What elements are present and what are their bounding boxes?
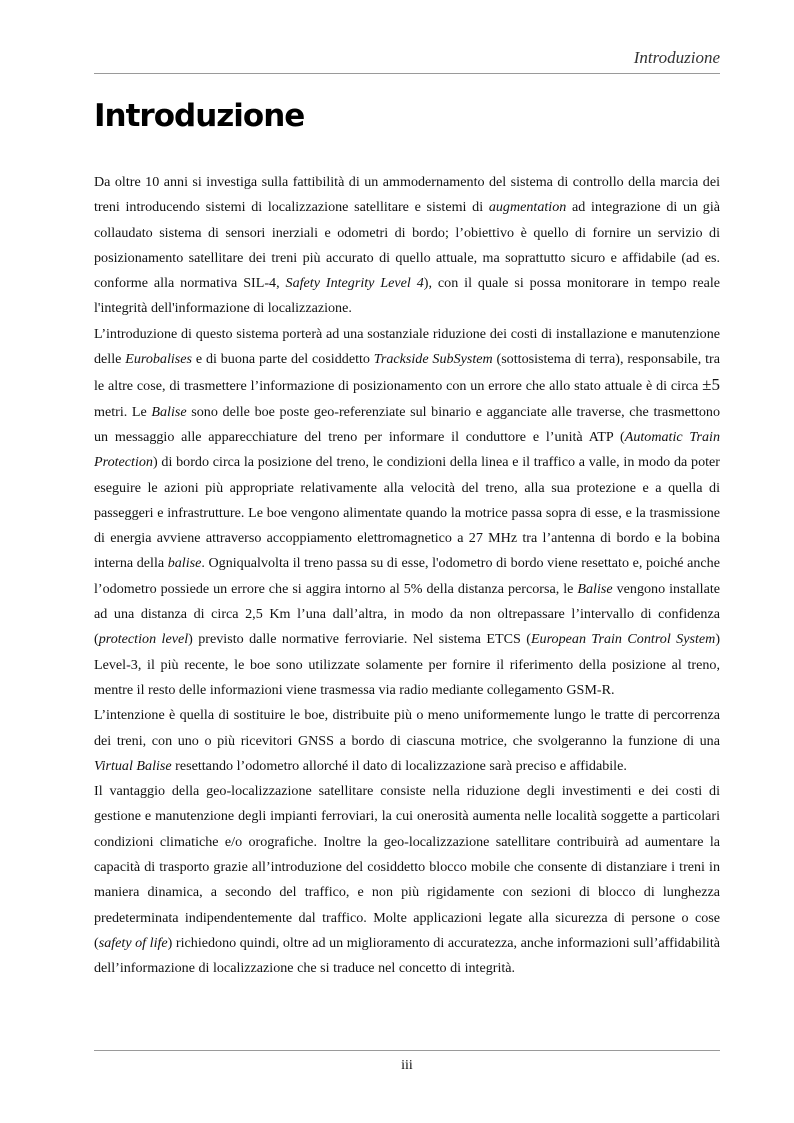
- paragraph-4: Il vantaggio della geo-localizzazione satellitare consiste nella riduzione degli investimenti e dei costi di gestione e manutenzione degli impianti ferroviari, la cui onerosità aumenta nelle località soggette a particolari condizioni climatiche e/o orografiche. Inoltre la geo-localizzazione satellitare contribuirà ad aumentare la capacità di trasporto grazie all’introduzione del cosiddetto blocco mobile che consente di distanziare i treni in maniera dinamica, a secondo del traffico, e non più rigidamente con sezioni di blocco di lunghezza predeterminata indipendentemente dal traffico. Molte applicazioni legate alla sicurezza di persone o cose (safety of life) richiedono quindi, oltre ad un miglioramento di accuratezza, anche informazioni sull’affidabilità dell’informazione di localizzazione che si traduce nel concetto di integrità.: [94, 783, 721, 977]
- footer-divider: [94, 1050, 720, 1051]
- paragraph-2: L’introduzione di questo sistema porterà ad una sostanziale riduzione dei costi di installazione e manutenzione delle Eurobalises e di buona parte del cosiddetto Trackside SubSystem (sottosistema di terra), responsabile, tra le altre cose, di trasmettere l’informazione di posizionamento con un errore che allo stato attuale è di circa ±5 metri. Le Balise sono delle boe poste geo-referenziate sul binario e agganciate alle traverse, che trasmettono un messaggio alle apparecchiature del treno per informare il conduttore e l’unità ATP (Automatic Train Protection) di bordo circa la posizione del treno, le condizioni della linea e il traffico a valle, in modo da poter eseguire le azioni più appropriate relativamente alla velocità del treno, alla sua protezione e a quella di passeggeri e infrastrutture. Le boe vengono alimentate quando la motrice passa sopra di esse, e la trasmissione di energia avviene attraverso accoppiamento elettromagnetico a 27 MHz tra l’antenna di bordo e la bobina interna della balise. Ogniqualvolta il treno passa su di esse, l'odometro di bordo viene resettato e, poiché anche l’odometro possiede un errore che si aggira intorno al 5% della distanza percorsa, le Balise vengono installate ad una distanza di circa 2,5 Km l’una dall’altra, in modo da non oltrepassare l’intervallo di confidenza (protection level) previsto dalle normative ferroviarie. Nel sistema ETCS (European Train Control System) Level-3, il più recente, le boe sono utilizzate solamente per fornire il riferimento della posizione al treno, mentre il resto delle informazioni viene trasmessa via radio mediante collegamento GSM-R.: [94, 325, 721, 698]
- paragraph-3: L’intenzione è quella di sostituire le boe, distribuite più o meno uniformemente lungo le tratte di percorrenza dei treni, con uno o più ricevitori GNSS a bordo di ciascuna motrice, che svolgeranno la funzione di una Virtual Balise resettando l’odometro allorché il dato di localizzazione sarà preciso e affidabile.: [94, 707, 720, 774]
- body-text: [94, 170, 720, 982]
- header-divider: [94, 73, 720, 74]
- page-number: iii: [401, 1058, 413, 1073]
- page-title: Introduzione: [94, 98, 305, 134]
- running-header: Introduzione: [633, 48, 720, 67]
- paragraph-1: Da oltre 10 anni si investiga sulla fattibilità di un ammodernamento del sistema di controllo della marcia dei treni introducendo sistemi di localizzazione satellitare e sistemi di augmentation ad integrazione di un già collaudato sistema di sensori inerziali e odometri di bordo; l’obiettivo è quello di fornire un servizio di posizionamento satellitare dei treni più accurato di quello attuale, ma soprattutto sicuro e affidabile (ad es. conforme alla normativa SIL-4, Safety Integrity Level 4), con il quale si possa monitorare in tempo reale l'integrità dell'informazione di localizzazione.: [94, 174, 721, 317]
